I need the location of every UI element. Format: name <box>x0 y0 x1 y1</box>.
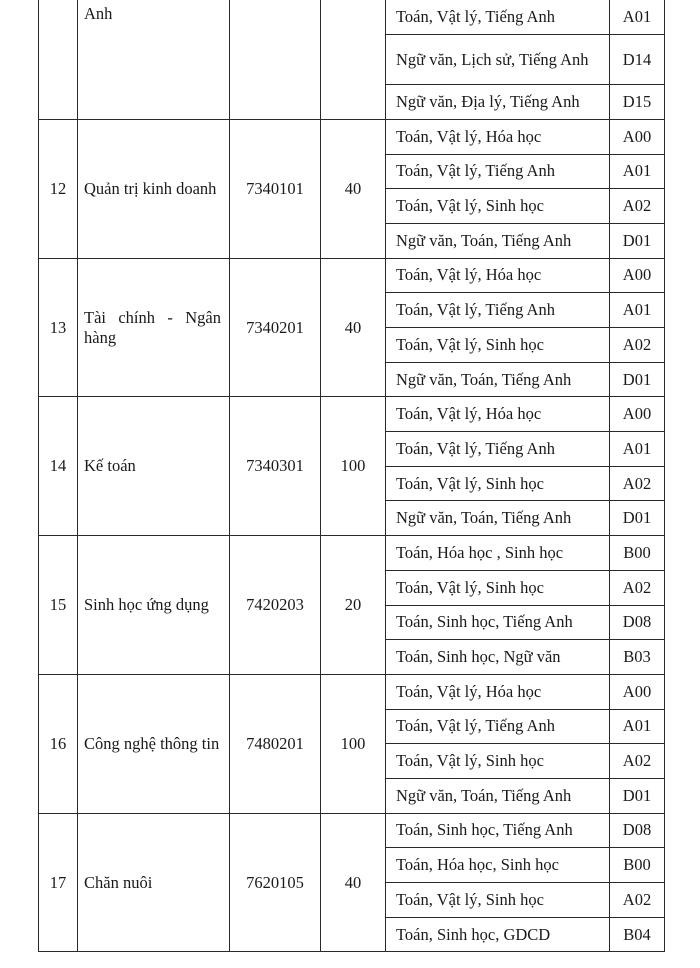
admission-table <box>38 0 665 952</box>
major-code: 7340201 <box>230 258 321 397</box>
table-row <box>39 397 665 432</box>
quota: 40 <box>321 258 386 397</box>
subject-combo: Toán, Vật lý, Tiếng Anh <box>386 709 610 744</box>
table-row <box>39 813 665 848</box>
block-code: A01 <box>610 432 665 467</box>
table-row <box>39 258 665 293</box>
major-code <box>230 0 321 119</box>
block-code: D01 <box>610 778 665 813</box>
block-code: A02 <box>610 883 665 918</box>
major-name: Sinh học ứng dụng <box>78 536 230 675</box>
subject-combo: Ngữ văn, Toán, Tiếng Anh <box>386 501 610 536</box>
major-name: Kế toán <box>78 397 230 536</box>
subject-combo: Toán, Vật lý, Tiếng Anh <box>386 0 610 35</box>
row-number: 13 <box>39 258 78 397</box>
block-code: D01 <box>610 223 665 258</box>
subject-combo: Toán, Vật lý, Tiếng Anh <box>386 432 610 467</box>
admission-table-page <box>38 0 664 952</box>
major-code: 7340301 <box>230 397 321 536</box>
block-code: A00 <box>610 674 665 709</box>
quota: 40 <box>321 813 386 952</box>
block-code: D08 <box>610 605 665 640</box>
row-number: 14 <box>39 397 78 536</box>
block-code: A02 <box>610 570 665 605</box>
major-name: Anh <box>78 0 230 119</box>
major-name: Tài chính - Ngân hàng <box>78 258 230 397</box>
subject-combo: Toán, Vật lý, Sinh học <box>386 570 610 605</box>
subject-combo: Ngữ văn, Toán, Tiếng Anh <box>386 362 610 397</box>
major-code: 7480201 <box>230 674 321 813</box>
subject-combo: Toán, Vật lý, Tiếng Anh <box>386 293 610 328</box>
quota: 20 <box>321 536 386 675</box>
subject-combo: Toán, Vật lý, Tiếng Anh <box>386 154 610 189</box>
block-code: A00 <box>610 258 665 293</box>
block-code: D01 <box>610 362 665 397</box>
row-number: 17 <box>39 813 78 952</box>
subject-combo: Toán, Hóa học , Sinh học <box>386 536 610 571</box>
quota <box>321 0 386 119</box>
table-row <box>39 674 665 709</box>
block-code: D01 <box>610 501 665 536</box>
block-code: D14 <box>610 35 665 85</box>
major-code: 7420203 <box>230 536 321 675</box>
subject-combo: Toán, Vật lý, Sinh học <box>386 189 610 224</box>
block-code: A02 <box>610 189 665 224</box>
subject-combo: Toán, Vật lý, Sinh học <box>386 328 610 363</box>
table-row <box>39 536 665 571</box>
row-number: 16 <box>39 674 78 813</box>
subject-combo: Ngữ văn, Lịch sử, Tiếng Anh <box>386 35 610 85</box>
table-row <box>39 0 665 35</box>
row-number: 15 <box>39 536 78 675</box>
block-code: A01 <box>610 154 665 189</box>
subject-combo: Toán, Sinh học, Tiếng Anh <box>386 605 610 640</box>
quota: 40 <box>321 119 386 258</box>
block-code: B00 <box>610 536 665 571</box>
subject-combo: Toán, Sinh học, Tiếng Anh <box>386 813 610 848</box>
major-name: Chăn nuôi <box>78 813 230 952</box>
row-number: 12 <box>39 119 78 258</box>
block-code: A02 <box>610 744 665 779</box>
quota: 100 <box>321 397 386 536</box>
subject-combo: Ngữ văn, Địa lý, Tiếng Anh <box>386 85 610 120</box>
quota: 100 <box>321 674 386 813</box>
block-code: A01 <box>610 709 665 744</box>
subject-combo: Toán, Vật lý, Hóa học <box>386 258 610 293</box>
block-code: B04 <box>610 917 665 952</box>
subject-combo: Toán, Hóa học, Sinh học <box>386 848 610 883</box>
row-number <box>39 0 78 119</box>
block-code: A01 <box>610 293 665 328</box>
subject-combo: Toán, Vật lý, Hóa học <box>386 674 610 709</box>
block-code: A02 <box>610 328 665 363</box>
major-code: 7340101 <box>230 119 321 258</box>
major-name: Công nghệ thông tin <box>78 674 230 813</box>
block-code: A00 <box>610 119 665 154</box>
subject-combo: Toán, Vật lý, Hóa học <box>386 397 610 432</box>
block-code: A02 <box>610 466 665 501</box>
block-code: B00 <box>610 848 665 883</box>
major-name: Quản trị kinh doanh <box>78 119 230 258</box>
subject-combo: Ngữ văn, Toán, Tiếng Anh <box>386 223 610 258</box>
subject-combo: Toán, Sinh học, Ngữ văn <box>386 640 610 675</box>
block-code: D08 <box>610 813 665 848</box>
subject-combo: Toán, Vật lý, Sinh học <box>386 466 610 501</box>
subject-combo: Toán, Sinh học, GDCD <box>386 917 610 952</box>
major-code: 7620105 <box>230 813 321 952</box>
block-code: A00 <box>610 397 665 432</box>
block-code: B03 <box>610 640 665 675</box>
block-code: A01 <box>610 0 665 35</box>
subject-combo: Toán, Vật lý, Hóa học <box>386 119 610 154</box>
block-code: D15 <box>610 85 665 120</box>
table-row <box>39 119 665 154</box>
subject-combo: Toán, Vật lý, Sinh học <box>386 744 610 779</box>
subject-combo: Toán, Vật lý, Sinh học <box>386 883 610 918</box>
subject-combo: Ngữ văn, Toán, Tiếng Anh <box>386 778 610 813</box>
